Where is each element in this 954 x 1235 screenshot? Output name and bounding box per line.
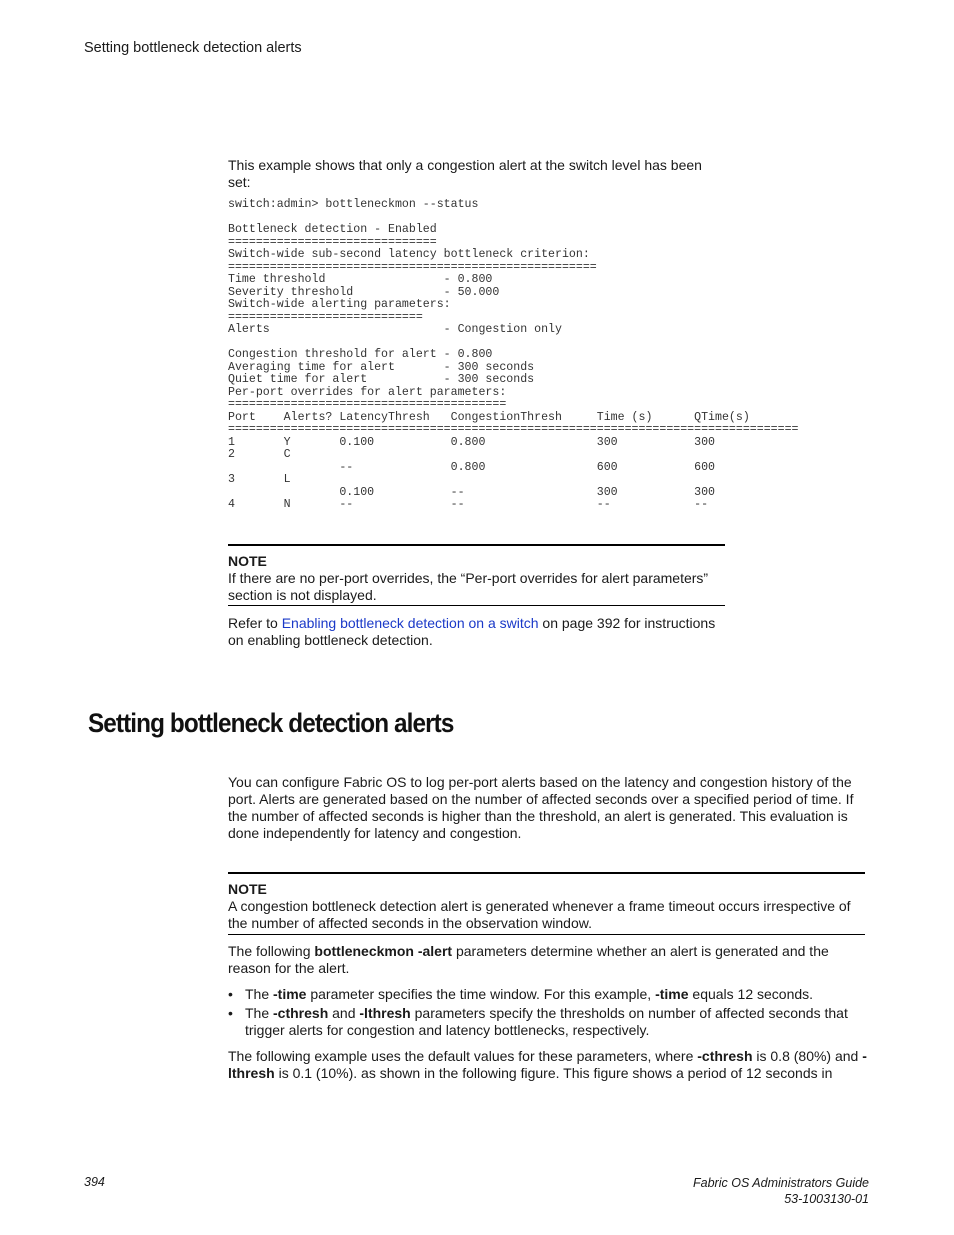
code-line: Severity threshold - 50.000	[228, 285, 500, 299]
note-text: A congestion bottleneck detection alert is generated whenever a frame timeout occurs irrespective of the number of affected seconds in the observation window.	[228, 898, 851, 931]
code-line: 2 C	[228, 448, 291, 461]
code-line: Quiet time for alert - 300 seconds	[228, 373, 535, 386]
list-text: and	[328, 1005, 360, 1021]
list-item	[228, 1005, 868, 1039]
example-paragraph	[228, 1048, 868, 1082]
code-line: 1 Y 0.100 0.800 300 300	[228, 435, 716, 449]
list-item	[228, 986, 868, 1003]
cross-reference-link[interactable]: Enabling bottleneck detection on a switch	[281, 615, 539, 631]
section-heading: Setting bottleneck detection alerts	[88, 708, 454, 738]
params-paragraph	[228, 943, 868, 977]
code-line: Switch-wide sub-second latency bottleneck criterion:	[228, 248, 590, 261]
list-text: parameter specifies the time window. For this example,	[306, 986, 656, 1002]
code-line: ========================================	[228, 398, 507, 411]
refer-prefix: Refer to	[228, 615, 282, 631]
note-text: If there are no per-port overrides, the “Per-port overrides for alert parameters” section is not displayed.	[228, 570, 709, 603]
page-number: 394	[84, 1175, 105, 1189]
list-text: The	[245, 1005, 274, 1021]
code-line: Alerts - Congestion only	[228, 323, 562, 336]
code-line: Time threshold - 0.800	[228, 273, 493, 286]
command-name: bottleneckmon -alert	[314, 943, 453, 959]
note-box	[228, 872, 865, 935]
params-suffix: parameters determine whether an alert is generated and the reason for the alert.	[228, 943, 829, 976]
bullet-marker: •	[228, 1005, 233, 1021]
code-line: 3 L	[228, 473, 291, 486]
code-line: Congestion threshold for alert - 0.800	[228, 348, 493, 361]
bullet-marker: •	[228, 986, 233, 1002]
refer-suffix: on page 392 for instructions on enabling bottleneck detection.	[228, 615, 716, 648]
refer-paragraph	[228, 615, 728, 649]
parameter-name: -lthresh	[359, 1005, 411, 1021]
code-line: Bottleneck detection - Enabled	[228, 223, 437, 236]
intro-paragraph: This example shows that only a congestion alert at the switch level has been set:	[228, 157, 702, 190]
example-text: is 0.8 (80%) and	[752, 1048, 863, 1064]
list-text: The	[245, 986, 274, 1002]
params-prefix: The following	[228, 943, 315, 959]
code-line: Averaging time for alert - 300 seconds	[228, 360, 535, 374]
code-line: ============================	[228, 310, 423, 324]
note-title: NOTE	[228, 881, 267, 897]
footer-doc-info	[693, 1175, 869, 1207]
code-line: 0.100 -- 300 300	[228, 485, 716, 499]
note-title: NOTE	[228, 553, 267, 569]
code-block	[228, 199, 799, 512]
parameter-name: -cthresh	[273, 1005, 329, 1021]
code-line: ==================================================================================	[228, 423, 799, 436]
code-line: =====================================================	[228, 260, 597, 274]
parameter-name: -time	[655, 986, 689, 1002]
example-text: is 0.1 (10%). as shown in the following figure. This figure shows a period of 12 seconds in	[274, 1065, 833, 1081]
code-line: -- 0.800 600 600	[228, 460, 716, 474]
code-line: 4 N -- -- -- --	[228, 498, 709, 511]
parameter-list	[228, 986, 868, 1041]
code-line: Switch-wide alerting parameters:	[228, 298, 451, 311]
note-box	[228, 544, 725, 606]
parameter-name: -cthresh	[697, 1048, 753, 1064]
config-paragraph: You can configure Fabric OS to log per-port alerts based on the latency and congestion history of the port. Alerts are generated based on the number of affected seconds over a specified period of time. If the number of affected seconds is higher than the threshold, an alert is generated. This evaluation is done independently for latency and congestion.	[228, 774, 854, 841]
doc-number: 53-1003130-01	[784, 1192, 869, 1206]
doc-title: Fabric OS Administrators Guide	[693, 1176, 869, 1190]
parameter-name: -lthresh	[228, 1048, 867, 1081]
list-text: parameters specify the thresholds on number of affected seconds that trigger alerts for congestion and latency bottlenecks, respectively.	[245, 1005, 848, 1038]
parameter-name: -time	[273, 986, 307, 1002]
code-line: Per-port overrides for alert parameters:	[228, 385, 507, 399]
example-text: The following example uses the default values for these parameters, where	[228, 1048, 698, 1064]
code-line: switch:admin> bottleneckmon --status	[228, 198, 479, 211]
code-line: ==============================	[228, 235, 437, 249]
list-text: equals 12 seconds.	[688, 986, 814, 1002]
running-header: Setting bottleneck detection alerts	[84, 40, 302, 56]
code-line: Port Alerts? LatencyThresh CongestionThresh Time (s) QTime(s)	[228, 410, 750, 424]
